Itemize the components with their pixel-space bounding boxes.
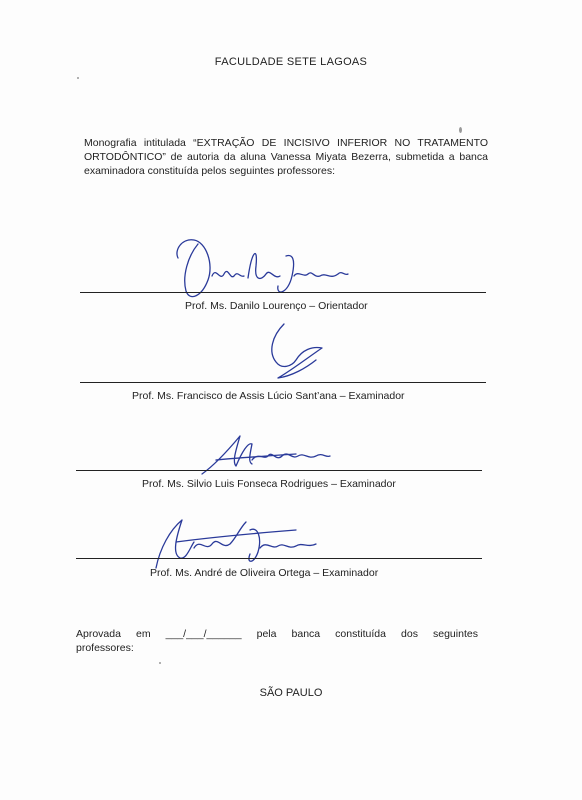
city-footer: SÃO PAULO <box>259 687 323 699</box>
approval-line-2: professores: <box>76 642 134 654</box>
scan-speck <box>159 662 161 664</box>
approval-word: banca <box>291 628 321 640</box>
approval-word: Aprovada <box>76 628 121 640</box>
examiner-name-3: Prof. Ms. Silvio Luis Fonseca Rodrigues – Examinador <box>142 478 396 490</box>
signature-francisco <box>262 320 332 385</box>
approval-date-blank: ___/___/______ <box>165 628 242 640</box>
scan-speck <box>77 77 79 79</box>
approval-word: dos <box>401 628 418 640</box>
approval-line-1 <box>76 627 478 641</box>
approval-statement <box>76 627 478 655</box>
signature-line-4 <box>76 558 482 559</box>
intro-paragraph: Monografia intitulada “EXTRAÇÃO DE INCISIVO INFERIOR NO TRATAMENTO ORTODÔNTICO” de autoria da aluna Vanessa Miyata Bezerra, submetida a banca examinadora constituída pelos seguintes professores: <box>84 137 488 177</box>
approval-word: constituída <box>335 628 386 640</box>
examiner-name-2: Prof. Ms. Francisco de Assis Lúcio Sant’ana – Examinador <box>132 390 405 402</box>
signature-line-3 <box>76 470 482 471</box>
scan-speck <box>459 127 462 133</box>
approval-word: pela <box>256 628 277 640</box>
signature-silvio <box>196 430 336 480</box>
institution-header: FACULDADE SETE LAGOAS <box>214 56 368 68</box>
signature-line-1 <box>80 292 486 293</box>
examiner-name-1: Prof. Ms. Danilo Lourenço – Orientador <box>185 300 368 312</box>
signature-line-2 <box>80 382 486 383</box>
approval-word: em <box>136 628 151 640</box>
examiner-name-4: Prof. Ms. André de Oliveira Ortega – Examinador <box>150 567 379 579</box>
approval-word: seguintes <box>433 628 478 640</box>
signature-danilo <box>168 236 353 306</box>
